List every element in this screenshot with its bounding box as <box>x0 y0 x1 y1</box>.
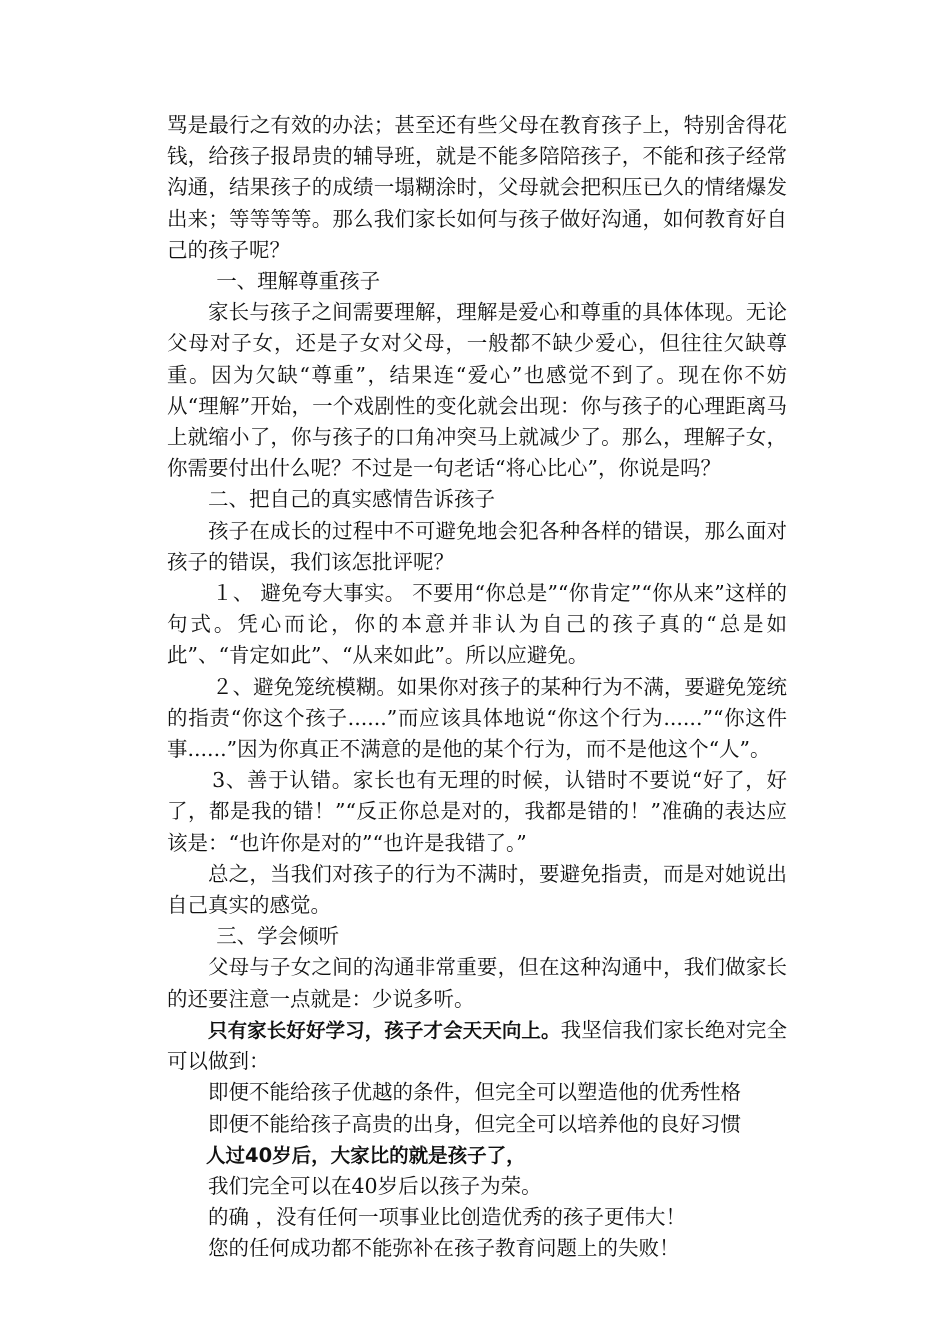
list-item-avoid-exaggeration: １、 避免夸大事实。 不要用“你总是”“你肯定”“你从来”这样的句式。凭心而论，你的本意并非认为自己的孩子真的“总是如此”、“肯定如此”、“从来如此”。所以应避免。 <box>167 581 787 668</box>
list-item-avoid-vagueness: ２、避免笼统模糊。如果你对孩子的某种行为不满，要避免笼统的指责“你这个孩子......”而应该具体地说“你这个行为......”“你这件事......”因为你真正不满意的是他的某个行为，而不是他这个“人”。 <box>167 674 787 762</box>
paragraph-listening: 父母与子女之间的沟通非常重要，但在这种沟通中，我们做家长的还要注意一点就是：少说多听。 <box>167 955 787 1011</box>
paragraph-mistakes: 孩子在成长的过程中不可避免地会犯各种各样的错误，那么面对孩子的错误，我们该怎批评呢？ <box>167 518 787 574</box>
paragraph-summary: 总之，当我们对孩子的行为不满时，要避免指责，而是对她说出自己真实的感觉。 <box>167 861 787 918</box>
list-item-admit-mistakes: 3、善于认错。家长也有无理的时候，认错时不要说“好了，好了，都是我的错！”“反正你总是对的，我都是错的！”准确的表达应该是：“也许你是对的”“也许是我错了。” <box>167 768 787 855</box>
heading-understand-respect: 一、理解尊重孩子 <box>216 269 381 294</box>
closing-line: 即便不能给孩子高贵的出身，但完全可以培养他的良好习惯 <box>208 1111 741 1136</box>
paragraph-intro-continued: 骂是最行之有效的办法；甚至还有些父母在教育孩子上，特别舍得花钱，给孩子报昂贵的辅导班，就是不能多陪陪孩子，不能和孩子经常沟通，结果孩子的成绩一塌糊涂时，父母就会把积压已久的情绪爆发出来；等等等等。那么我们家长如何与孩子做好沟通，如何教育好自己的孩子呢？ <box>167 113 787 262</box>
closing-line: 即便不能给孩子优越的条件，但完全可以塑造他的优秀性格 <box>208 1080 741 1105</box>
emphasis-rest: 我坚信我们家长绝对完全可以做到： <box>167 1017 787 1074</box>
closing-line: 我们完全可以在40岁后以孩子为荣。 <box>208 1173 542 1198</box>
heading-share-feelings: 二、把自己的真实感情告诉孩子 <box>208 487 495 512</box>
heading-learn-listen: 三、学会倾听 <box>216 924 340 949</box>
paragraph-understanding: 家长与孩子之间需要理解，理解是爱心和尊重的具体体现。无论父母对子女，还是子女对父母，一般都不缺少爱心，但往往欠缺尊重。因为欠缺“尊重”，结果连“爱心”也感觉不到了。现在你不妨从“理解”开始，一个戏剧性的变化就会出现：你与孩子的心理距离马上就缩小了，你与孩子的口角冲突马上就减少了。那么，理解子女，你需要付出什么呢？不过是一句老话“将心比心”，你说是吗？ <box>167 300 787 481</box>
closing-line: 您的任何成功都不能弥补在孩子教育问题上的失败！ <box>208 1236 680 1261</box>
closing-line: 的确 ，没有任何一项事业比创造优秀的孩子更伟大！ <box>208 1205 687 1230</box>
emphasis-bold-lead: 只有家长好好学习，孩子才会天天向上。 <box>208 1018 561 1042</box>
closing-line-bold: 人过40岁后，大家比的就是孩子了， <box>206 1143 526 1167</box>
document-page <box>167 110 787 1265</box>
paragraph-emphasis <box>167 1015 787 1077</box>
